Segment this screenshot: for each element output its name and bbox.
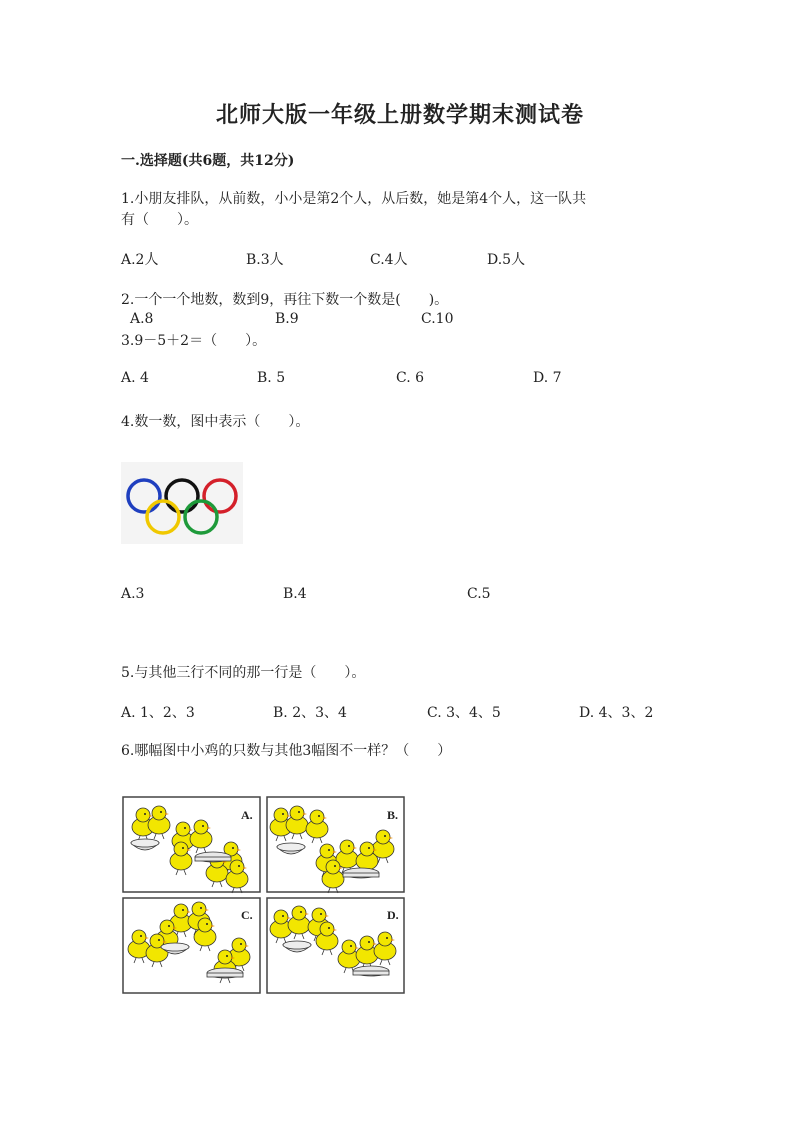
chicks-illustration (121, 795, 407, 995)
olympic-rings-image (121, 462, 243, 544)
q3-option-a: A. 4 (121, 370, 149, 386)
q5-option-d: D. 4、3、2 (579, 705, 654, 721)
q5-option-c: C. 3、4、5 (427, 705, 501, 721)
question-4-text: 4.数一数，图中表示（ ）。 (121, 414, 310, 430)
q5-option-b: B. 2、3、4 (273, 705, 347, 721)
question-5-text: 5.与其他三行不同的那一行是（ ）。 (121, 665, 366, 681)
question-1-text-cont: 有（ ）。 (121, 212, 198, 228)
q4-option-c: C.5 (467, 586, 491, 602)
chick-panel-label-d: D. (387, 908, 399, 922)
q4-option-b: B.4 (283, 586, 307, 602)
q4-option-a: A.3 (121, 586, 145, 602)
q1-option-c: C.4人 (370, 252, 408, 268)
q3-option-d: D. 7 (533, 370, 562, 386)
q3-option-b: B. 5 (257, 370, 286, 386)
chick-panel-label-c: C. (241, 908, 253, 922)
question-2-text: 2.一个一个地数，数到9，再往下数一个数是( )。 (121, 292, 449, 308)
q5-option-a: A. 1、2、3 (121, 705, 195, 721)
question-3-text: 3.9－5＋2＝（ ）。 (121, 333, 267, 349)
question-6-text: 6.哪幅图中小鸡的只数与其他3幅图不一样？（ ） (121, 743, 452, 759)
q3-option-c: C. 6 (396, 370, 425, 386)
q1-option-a: A.2人 (121, 252, 159, 268)
question-1-text: 1.小朋友排队，从前数，小小是第2个人，从后数，她是第4个人，这一队共 (121, 191, 587, 207)
section-heading: 一.选择题(共6题，共12分) (121, 153, 295, 169)
q2-option-b: B.9 (275, 311, 299, 327)
q1-option-d: D.5人 (487, 252, 526, 268)
chick-panel-label-b: B. (387, 808, 399, 822)
q1-option-b: B.3人 (246, 252, 284, 268)
chick-panel-label-a: A. (241, 808, 253, 822)
page-title: 北师大版一年级上册数学期末测试卷 (215, 102, 584, 128)
q2-option-c: C.10 (421, 311, 454, 327)
q2-option-a: A.8 (130, 311, 154, 327)
